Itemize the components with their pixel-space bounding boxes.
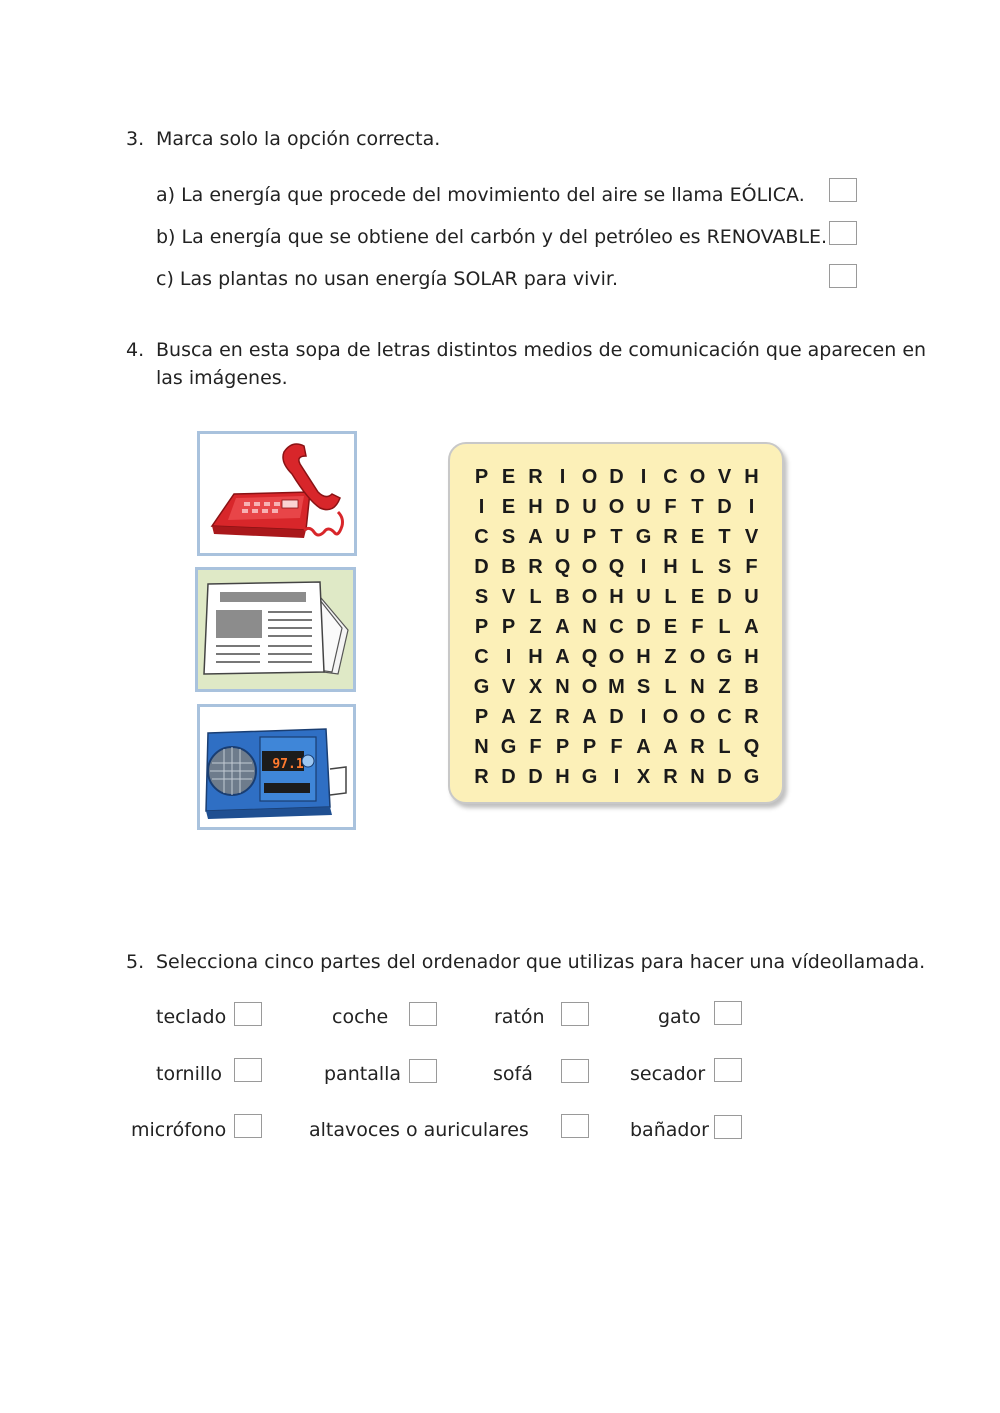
grid-letter[interactable]: D — [717, 496, 732, 518]
telephone-icon — [200, 434, 354, 553]
grid-letter[interactable]: U — [582, 496, 597, 518]
item-sofa-checkbox[interactable] — [561, 1059, 589, 1083]
grid-letter[interactable]: Z — [529, 706, 542, 728]
grid-letter[interactable]: G — [635, 526, 652, 548]
grid-letter[interactable]: I — [640, 556, 647, 578]
grid-letter[interactable]: E — [501, 496, 516, 518]
word-search-letters — [468, 462, 765, 792]
grid-letter[interactable]: R — [690, 736, 705, 758]
grid-letter[interactable]: B — [744, 676, 759, 698]
grid-letter[interactable]: H — [528, 646, 543, 668]
item-raton: ratón — [494, 1006, 545, 1028]
grid-letter[interactable]: E — [501, 466, 516, 488]
item-sofa: sofá — [493, 1063, 533, 1085]
q4-title-line2: las imágenes. — [156, 367, 288, 389]
grid-letter[interactable]: H — [663, 556, 678, 578]
q3-option-a-checkbox[interactable] — [829, 178, 857, 202]
grid-letter[interactable]: G — [581, 766, 598, 788]
grid-letter[interactable]: U — [555, 526, 570, 548]
grid-row — [468, 612, 765, 642]
grid-letter[interactable]: F — [745, 556, 758, 578]
grid-letter[interactable]: C — [717, 706, 732, 728]
grid-letter[interactable]: H — [744, 466, 759, 488]
grid-letter[interactable]: G — [716, 646, 733, 668]
grid-row — [468, 732, 765, 762]
grid-letter[interactable]: V — [501, 676, 516, 698]
grid-letter[interactable]: O — [581, 586, 598, 608]
grid-letter[interactable]: L — [718, 736, 731, 758]
grid-letter[interactable]: D — [609, 706, 624, 728]
q3-title: Marca solo la opción correcta. — [156, 128, 441, 150]
grid-letter[interactable]: N — [555, 676, 570, 698]
grid-letter[interactable]: V — [744, 526, 759, 548]
item-coche: coche — [332, 1006, 389, 1028]
grid-letter[interactable]: O — [662, 706, 679, 728]
grid-letter[interactable]: G — [473, 676, 490, 698]
q3-option-b: b) La energía que se obtiene del carbón y del petróleo es RENOVABLE. — [156, 226, 828, 248]
grid-letter[interactable]: N — [474, 736, 489, 758]
q3-option-c-checkbox[interactable] — [829, 264, 857, 288]
grid-row — [468, 672, 765, 702]
grid-letter[interactable]: E — [690, 526, 705, 548]
grid-letter[interactable]: P — [582, 736, 597, 758]
grid-letter[interactable]: Q — [581, 646, 598, 668]
grid-letter[interactable]: A — [744, 616, 759, 638]
grid-letter[interactable]: O — [581, 676, 598, 698]
grid-letter[interactable]: D — [636, 616, 651, 638]
grid-letter[interactable]: L — [691, 556, 704, 578]
radio-display: 97.1 — [272, 757, 304, 772]
q5-number: 5. — [126, 951, 145, 973]
grid-letter[interactable]: V — [501, 586, 516, 608]
grid-letter[interactable]: V — [717, 466, 732, 488]
item-microfono-checkbox[interactable] — [234, 1114, 262, 1138]
grid-letter[interactable]: X — [528, 676, 543, 698]
grid-letter[interactable]: D — [555, 496, 570, 518]
grid-letter[interactable]: P — [501, 616, 516, 638]
q3-option-c: c) Las plantas no usan energía SOLAR para vivir. — [156, 268, 619, 290]
grid-letter[interactable]: R — [528, 466, 543, 488]
grid-row — [468, 492, 765, 522]
grid-letter[interactable]: G — [743, 766, 760, 788]
item-secador-checkbox[interactable] — [714, 1058, 742, 1082]
grid-letter[interactable]: C — [663, 466, 678, 488]
grid-letter[interactable]: O — [608, 496, 625, 518]
newspaper-icon — [198, 570, 353, 689]
grid-letter[interactable]: C — [474, 526, 489, 548]
grid-letter[interactable]: Q — [554, 556, 571, 578]
item-pantalla-checkbox[interactable] — [409, 1059, 437, 1083]
item-altavoces: altavoces o auriculares — [309, 1119, 529, 1141]
item-teclado-checkbox[interactable] — [234, 1002, 262, 1026]
grid-letter[interactable]: X — [636, 766, 651, 788]
item-pantalla: pantalla — [324, 1063, 402, 1085]
word-search-grid — [448, 442, 784, 804]
grid-letter[interactable]: T — [718, 526, 731, 548]
grid-letter[interactable]: N — [690, 676, 705, 698]
grid-letter[interactable]: R — [744, 706, 759, 728]
grid-letter[interactable]: B — [555, 586, 570, 608]
grid-letter[interactable]: H — [636, 646, 651, 668]
grid-letter[interactable]: R — [528, 556, 543, 578]
item-secador: secador — [630, 1063, 706, 1085]
grid-letter[interactable]: P — [474, 466, 489, 488]
item-gato: gato — [658, 1006, 701, 1028]
grid-row — [468, 552, 765, 582]
item-banador-checkbox[interactable] — [714, 1115, 742, 1139]
grid-letter[interactable]: T — [691, 496, 704, 518]
grid-row — [468, 762, 765, 792]
grid-letter[interactable]: S — [474, 586, 489, 608]
grid-letter[interactable]: P — [555, 736, 570, 758]
item-gato-checkbox[interactable] — [714, 1001, 742, 1025]
grid-letter[interactable]: A — [636, 736, 651, 758]
grid-letter[interactable]: I — [613, 766, 620, 788]
q3-number: 3. — [126, 128, 145, 150]
grid-letter[interactable]: U — [636, 496, 651, 518]
grid-letter[interactable]: F — [529, 736, 542, 758]
item-raton-checkbox[interactable] — [561, 1002, 589, 1026]
grid-letter[interactable]: D — [474, 556, 489, 578]
grid-letter[interactable]: D — [501, 766, 516, 788]
grid-row — [468, 522, 765, 552]
grid-letter[interactable]: I — [748, 496, 755, 518]
grid-letter[interactable]: A — [501, 706, 516, 728]
grid-letter[interactable]: D — [609, 466, 624, 488]
grid-letter[interactable]: O — [689, 466, 706, 488]
q4-title-line1: Busca en esta sopa de letras distintos medios de comunicación que aparecen en — [156, 339, 927, 361]
grid-letter[interactable]: H — [609, 586, 624, 608]
grid-letter[interactable]: E — [663, 616, 678, 638]
q5-title: Selecciona cinco partes del ordenador que utilizas para hacer una vídeollamada. — [156, 951, 926, 973]
grid-letter[interactable]: O — [581, 556, 598, 578]
grid-letter[interactable]: S — [717, 556, 732, 578]
grid-letter[interactable]: Q — [608, 556, 625, 578]
grid-letter[interactable]: N — [690, 766, 705, 788]
grid-letter[interactable]: O — [689, 646, 706, 668]
grid-letter[interactable]: A — [555, 616, 570, 638]
grid-letter[interactable]: I — [505, 646, 512, 668]
grid-row — [468, 702, 765, 732]
grid-letter[interactable]: R — [663, 526, 678, 548]
grid-letter[interactable]: G — [500, 736, 517, 758]
grid-letter[interactable]: I — [559, 466, 566, 488]
grid-letter[interactable]: S — [636, 676, 651, 698]
grid-letter[interactable]: E — [690, 586, 705, 608]
item-teclado: teclado — [156, 1006, 227, 1028]
grid-letter[interactable]: Q — [743, 736, 760, 758]
q4-number: 4. — [126, 339, 145, 361]
grid-letter[interactable]: I — [640, 706, 647, 728]
grid-letter[interactable]: H — [528, 496, 543, 518]
grid-letter[interactable]: C — [474, 646, 489, 668]
grid-letter[interactable]: O — [689, 706, 706, 728]
grid-letter[interactable]: O — [581, 466, 598, 488]
grid-letter[interactable]: U — [744, 586, 759, 608]
grid-letter[interactable]: Z — [718, 676, 731, 698]
grid-letter[interactable]: N — [582, 616, 597, 638]
item-altavoces-checkbox[interactable] — [561, 1114, 589, 1138]
grid-letter[interactable]: R — [555, 706, 570, 728]
telephone-image — [197, 431, 357, 556]
grid-letter[interactable]: F — [610, 736, 623, 758]
grid-letter[interactable]: D — [528, 766, 543, 788]
grid-letter[interactable]: M — [608, 676, 625, 698]
grid-letter[interactable]: L — [664, 586, 677, 608]
item-banador: bañador — [630, 1119, 709, 1141]
grid-letter[interactable]: L — [529, 586, 542, 608]
grid-letter[interactable]: P — [582, 526, 597, 548]
grid-letter[interactable]: L — [718, 616, 731, 638]
grid-letter[interactable]: R — [474, 766, 489, 788]
grid-letter[interactable]: L — [664, 676, 677, 698]
item-tornillo: tornillo — [156, 1063, 223, 1085]
grid-letter[interactable]: O — [608, 646, 625, 668]
q3-option-b-checkbox[interactable] — [829, 221, 857, 245]
grid-letter[interactable]: P — [474, 706, 489, 728]
grid-row — [468, 642, 765, 672]
newspaper-image — [195, 567, 356, 692]
grid-letter[interactable]: B — [501, 556, 516, 578]
grid-letter[interactable]: I — [478, 496, 485, 518]
radio-image — [197, 704, 356, 830]
grid-letter[interactable]: I — [640, 466, 647, 488]
grid-letter[interactable]: Z — [664, 646, 677, 668]
grid-letter[interactable]: D — [717, 586, 732, 608]
grid-letter[interactable]: A — [582, 706, 597, 728]
item-microfono: micrófono — [131, 1119, 227, 1141]
q3-option-a: a) La energía que procede del movimiento del aire se llama EÓLICA. — [156, 184, 805, 206]
grid-row — [468, 462, 765, 492]
grid-letter[interactable]: A — [663, 736, 678, 758]
grid-letter[interactable]: H — [744, 646, 759, 668]
grid-letter[interactable]: F — [664, 496, 677, 518]
grid-letter[interactable]: P — [474, 616, 489, 638]
grid-letter[interactable]: U — [636, 586, 651, 608]
grid-letter[interactable]: A — [528, 526, 543, 548]
item-coche-checkbox[interactable] — [409, 1002, 437, 1026]
grid-letter[interactable]: A — [555, 646, 570, 668]
item-tornillo-checkbox[interactable] — [234, 1058, 262, 1082]
grid-letter[interactable]: D — [717, 766, 732, 788]
grid-letter[interactable]: F — [691, 616, 704, 638]
grid-letter[interactable]: C — [609, 616, 624, 638]
grid-letter[interactable]: Z — [529, 616, 542, 638]
grid-letter[interactable]: S — [501, 526, 516, 548]
grid-row — [468, 582, 765, 612]
grid-letter[interactable]: R — [663, 766, 678, 788]
grid-letter[interactable]: T — [610, 526, 623, 548]
grid-letter[interactable]: H — [555, 766, 570, 788]
